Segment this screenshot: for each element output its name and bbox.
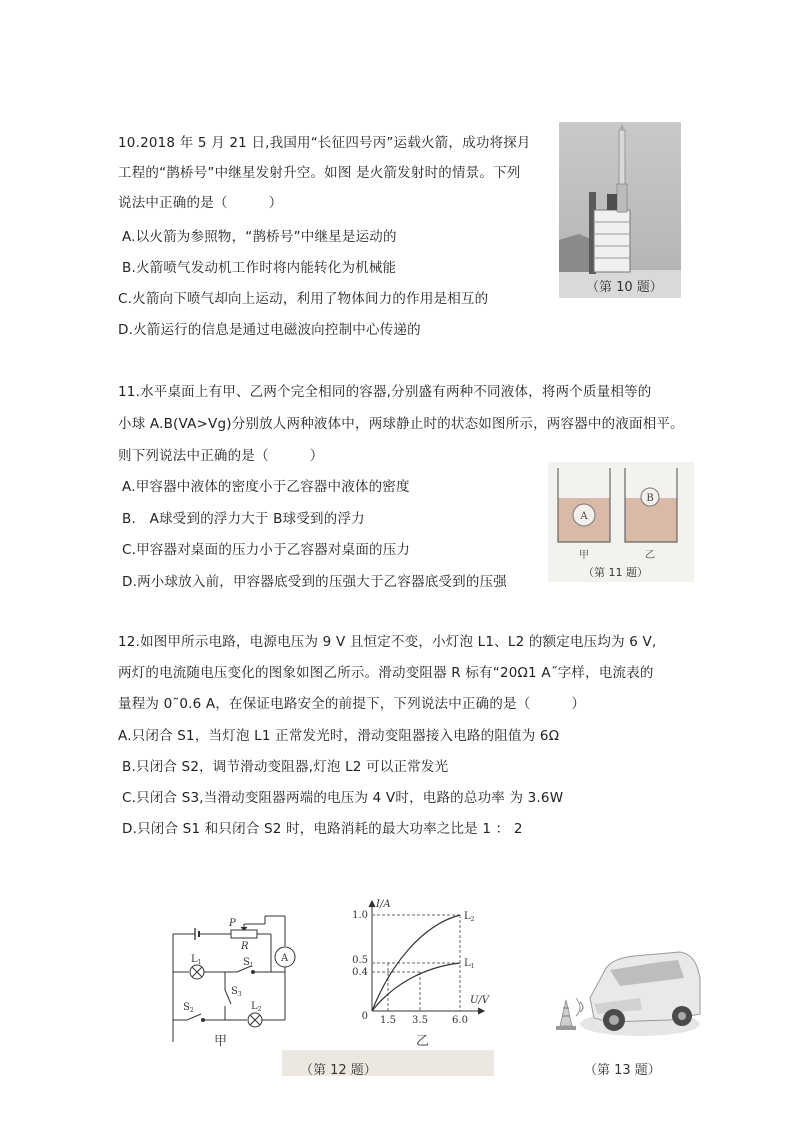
q12-caption: （第 12 题） xyxy=(300,1063,377,1078)
circuit-diagram xyxy=(165,910,305,1050)
q11-option-b: B. A球受到的浮力大于 B球受到的浮力 xyxy=(122,511,365,527)
circuit-label: 甲 xyxy=(214,1034,228,1049)
q10-stem-line: 说法中正确的是（ ） xyxy=(118,195,283,211)
q12-option-b: B.只闭合 S2，调节滑动变阻器,灯泡 L2 可以正常发光 xyxy=(122,759,449,775)
q10-caption: （第 10 题） xyxy=(586,280,663,295)
q12-stem-line: 量程为 0˜0.6 A，在保证电路安全的前提下，下列说法中正确的是（ ） xyxy=(118,696,586,712)
s3-label: $S_3$ xyxy=(231,986,242,998)
curve-l2-label: $L_2$ xyxy=(464,911,475,923)
q11-option-c: C.甲容器对桌面的压力小于乙容器对桌面的压力 xyxy=(122,542,411,558)
s2-label: $S_2$ xyxy=(183,1002,194,1014)
q10-option-b: B.火箭喷气发动机工作时将内能转化为机械能 xyxy=(122,260,397,276)
x-tick: 1.5 xyxy=(380,1015,396,1026)
q11-option-d: D.两小球放入前，甲容器底受到的压强大于乙容器底受到的压强 xyxy=(122,574,507,590)
x-tick: 6.0 xyxy=(452,1015,468,1026)
q13-caption: （第 13 题） xyxy=(584,1063,661,1078)
s1-label: $S_1$ xyxy=(243,957,254,969)
rocket-photo xyxy=(559,122,681,298)
x-axis-label: U/V xyxy=(470,995,490,1006)
slider-p-label: P xyxy=(229,918,236,929)
graph-label: 乙 xyxy=(416,1034,430,1049)
y-tick: 0.4 xyxy=(352,967,368,978)
ball-b-label: B xyxy=(646,493,654,504)
origin-label: 0 xyxy=(361,1011,368,1022)
q11-stem-line: 小球 A.B(VA>Vg)分别放人两种液体中，两球静止时的状态如图所示，两容器中的液面相平。 xyxy=(118,416,684,432)
container-yi-label: 乙 xyxy=(645,550,655,561)
q10-option-a: A.以火箭为参照物，“鹊桥号”中继星是运动的 xyxy=(122,229,397,245)
ball-a-label: A xyxy=(580,511,588,522)
rheostat-r-label: R xyxy=(241,941,249,952)
q12-stem-line: 两灯的电流随电压变化的图象如图乙所示。滑动变阻器 R 标有“20Ω1 A˝字样，电流表的 xyxy=(118,665,654,681)
curve-l1-label: $L_1$ xyxy=(464,958,475,970)
q11-stem-line: 11.水平桌面上有甲、乙两个完全相同的容器,分别盛有两种不同液体，将两个质量相等的 xyxy=(118,384,652,400)
car-photo xyxy=(550,938,702,1048)
ammeter-label: A xyxy=(281,953,289,964)
l2-label: $L_2$ xyxy=(251,1001,262,1013)
y-tick: 1.0 xyxy=(352,910,368,921)
q12-option-c: C.只闭合 S3,当滑动变阻器两端的电压为 4 V时，电路的总功率 为 3.6W xyxy=(122,790,564,806)
q11-caption: （第 11 题） xyxy=(583,566,648,579)
container-jia-label: 甲 xyxy=(579,550,589,561)
q11-option-a: A.甲容器中液体的密度小于乙容器中液体的密度 xyxy=(122,479,410,495)
q12-stem-line: 12.如图甲所示电路，电源电压为 9 V 且恒定不变，小灯泡 L1、L2 的额定电压均为 6 V, xyxy=(118,634,657,650)
q11-stem-line: 则下列说法中正确的是（ ） xyxy=(118,448,324,464)
x-tick: 3.5 xyxy=(412,1015,428,1026)
iu-graph xyxy=(332,895,502,1045)
q10-option-d: D.火箭运行的信息是通过电磁波向控制中心传递的 xyxy=(118,322,421,338)
q12-option-d: D.只闭合 S1 和只闭合 S2 时，电路消耗的最大功率之比是 1 ： 2 xyxy=(122,821,523,837)
y-axis-label: I/A xyxy=(376,899,391,910)
y-tick: 0.5 xyxy=(352,955,368,966)
q10-option-c: C.火箭向下喷气却向上运动，利用了物体间力的作用是相互的 xyxy=(118,291,489,307)
q10-stem-line: 10.2018 年 5 月 21 日,我国用“长征四号丙”运载火箭，成功将探月 xyxy=(118,135,531,151)
q10-stem-line: 工程的“鹊桥号”中继星发射升空。如图 是火箭发射时的情景。下列 xyxy=(118,165,521,181)
q12-option-a: A.只闭合 S1，当灯泡 L1 正常发光时，滑动变阻器接入电路的阻值为 6Ω xyxy=(118,728,560,744)
l1-label: $L_1$ xyxy=(191,954,202,966)
